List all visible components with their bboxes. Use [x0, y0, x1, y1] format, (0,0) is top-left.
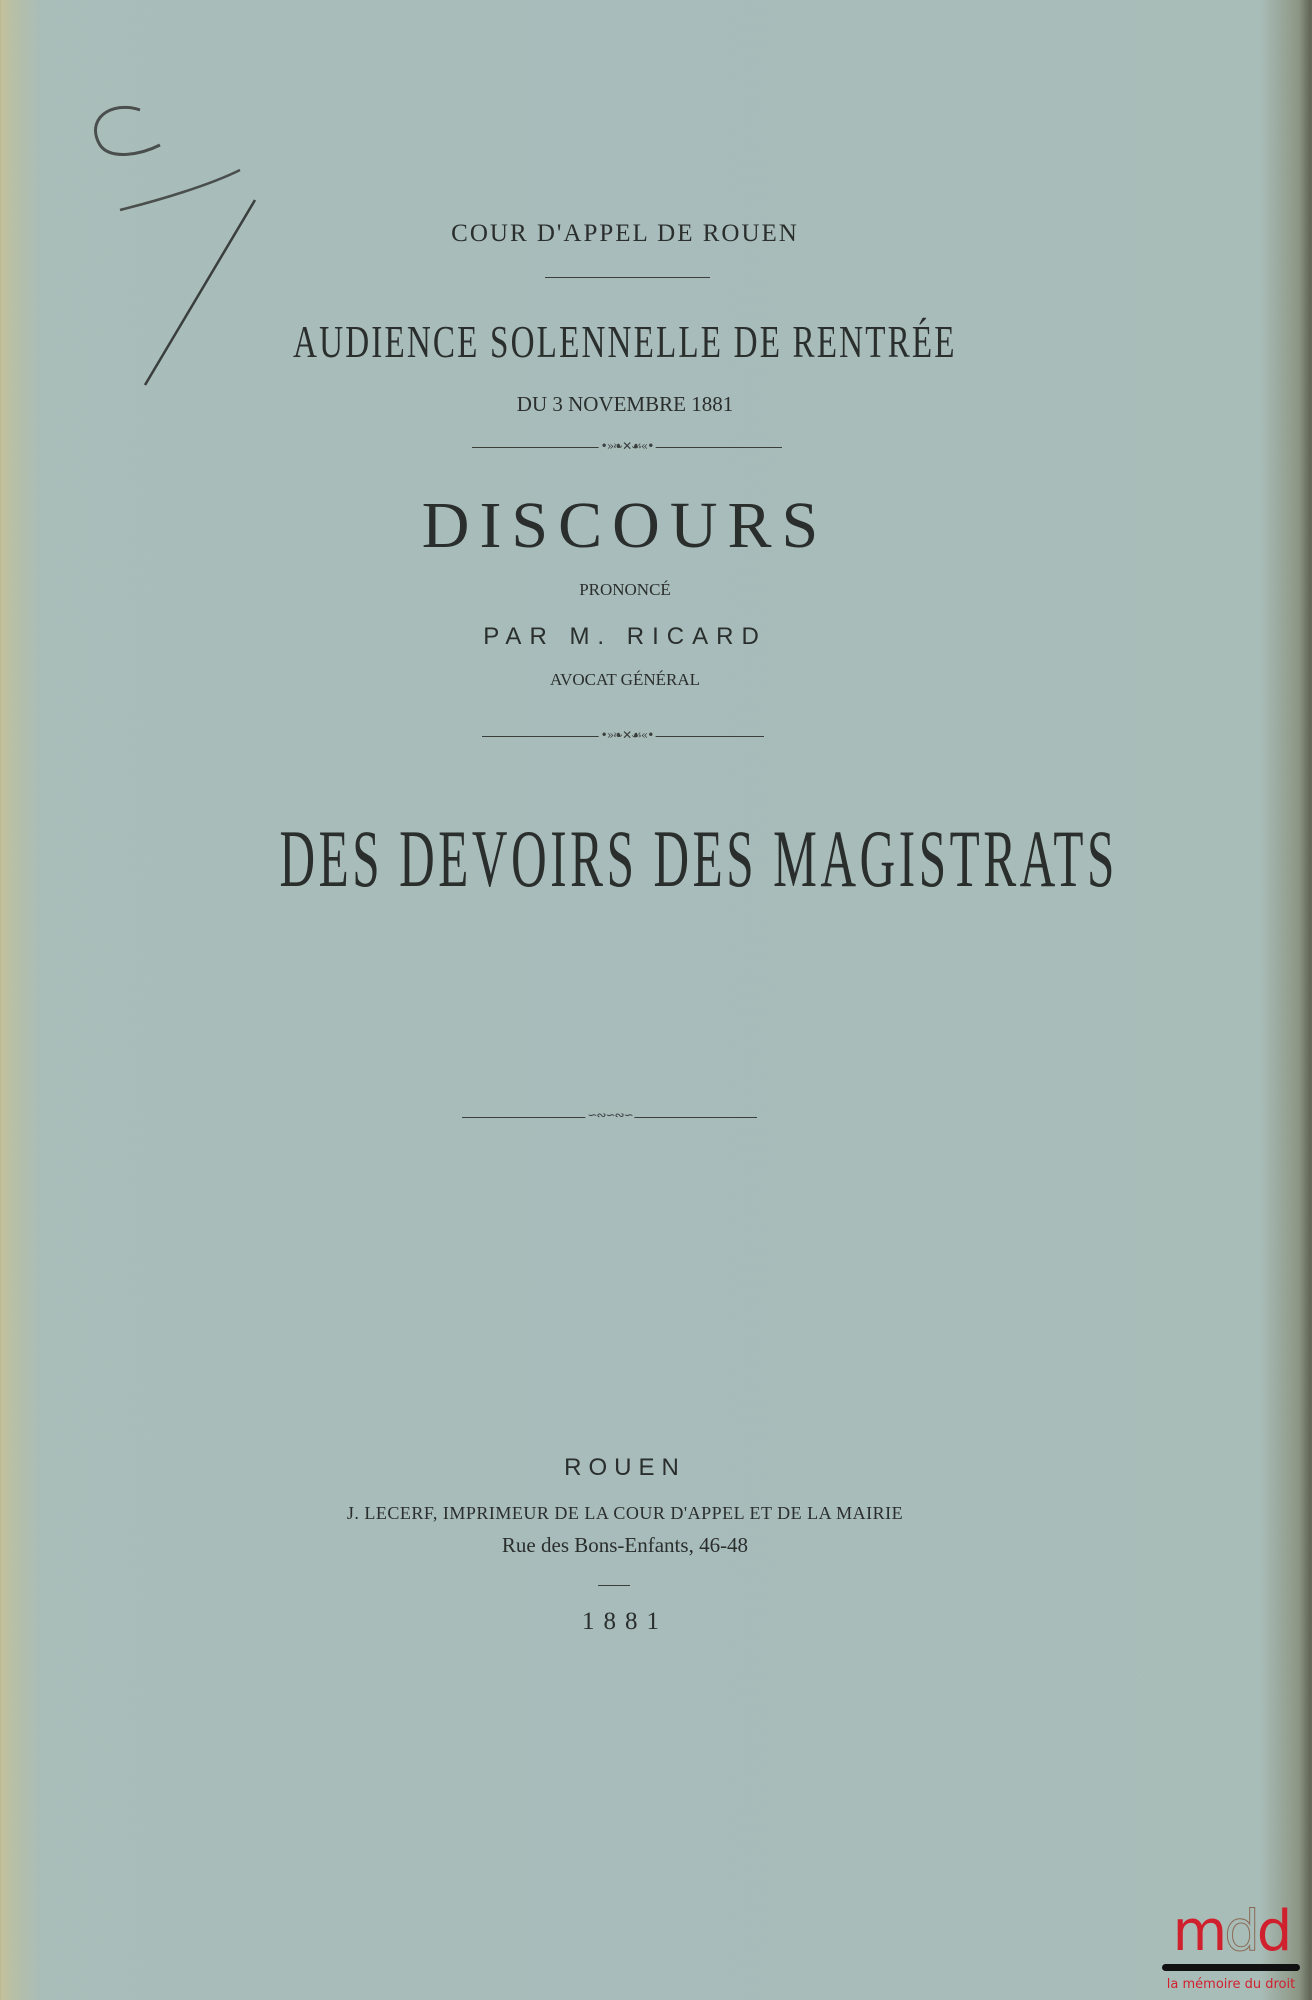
document-title: DES DEVOIRS DES MAGISTRATS — [279, 813, 1119, 904]
ornament-icon: •»❧✕☙«• — [600, 439, 654, 453]
session-date: DU 3 NOVEMBRE 1881 — [516, 392, 734, 416]
heading: DISCOURS — [421, 489, 829, 562]
logo-tagline: la mémoire du droit — [1166, 1977, 1296, 1992]
ornament-icon: ∽∾∽∾∽ — [587, 1108, 633, 1122]
mdd-logo-mark — [1156, 1906, 1306, 1958]
divider — [545, 277, 710, 278]
mdd-logo — [1156, 1906, 1306, 1992]
printer: J. LECERF, IMPRIMEUR DE LA COUR D'APPEL ET DE LA MAIRIE — [346, 1503, 904, 1523]
delivered-label: PRONONCÉ — [579, 580, 671, 599]
divider — [598, 1585, 630, 1586]
year: 1881 — [582, 1608, 668, 1635]
city: ROUEN — [564, 1454, 686, 1481]
court-name: COUR D'APPEL DE ROUEN — [451, 220, 799, 247]
speaker-role: AVOCAT GÉNÉRAL — [549, 670, 701, 689]
ornament-icon: •»❧✕☙«• — [600, 728, 654, 742]
address: Rue des Bons-Enfants, 46-48 — [501, 1533, 749, 1557]
session-title: AUDIENCE SOLENNELLE DE RENTRÉE — [293, 316, 957, 367]
svg-text:mdd: mdd — [1172, 1906, 1290, 1958]
speaker: PAR M. RICARD — [483, 623, 767, 650]
